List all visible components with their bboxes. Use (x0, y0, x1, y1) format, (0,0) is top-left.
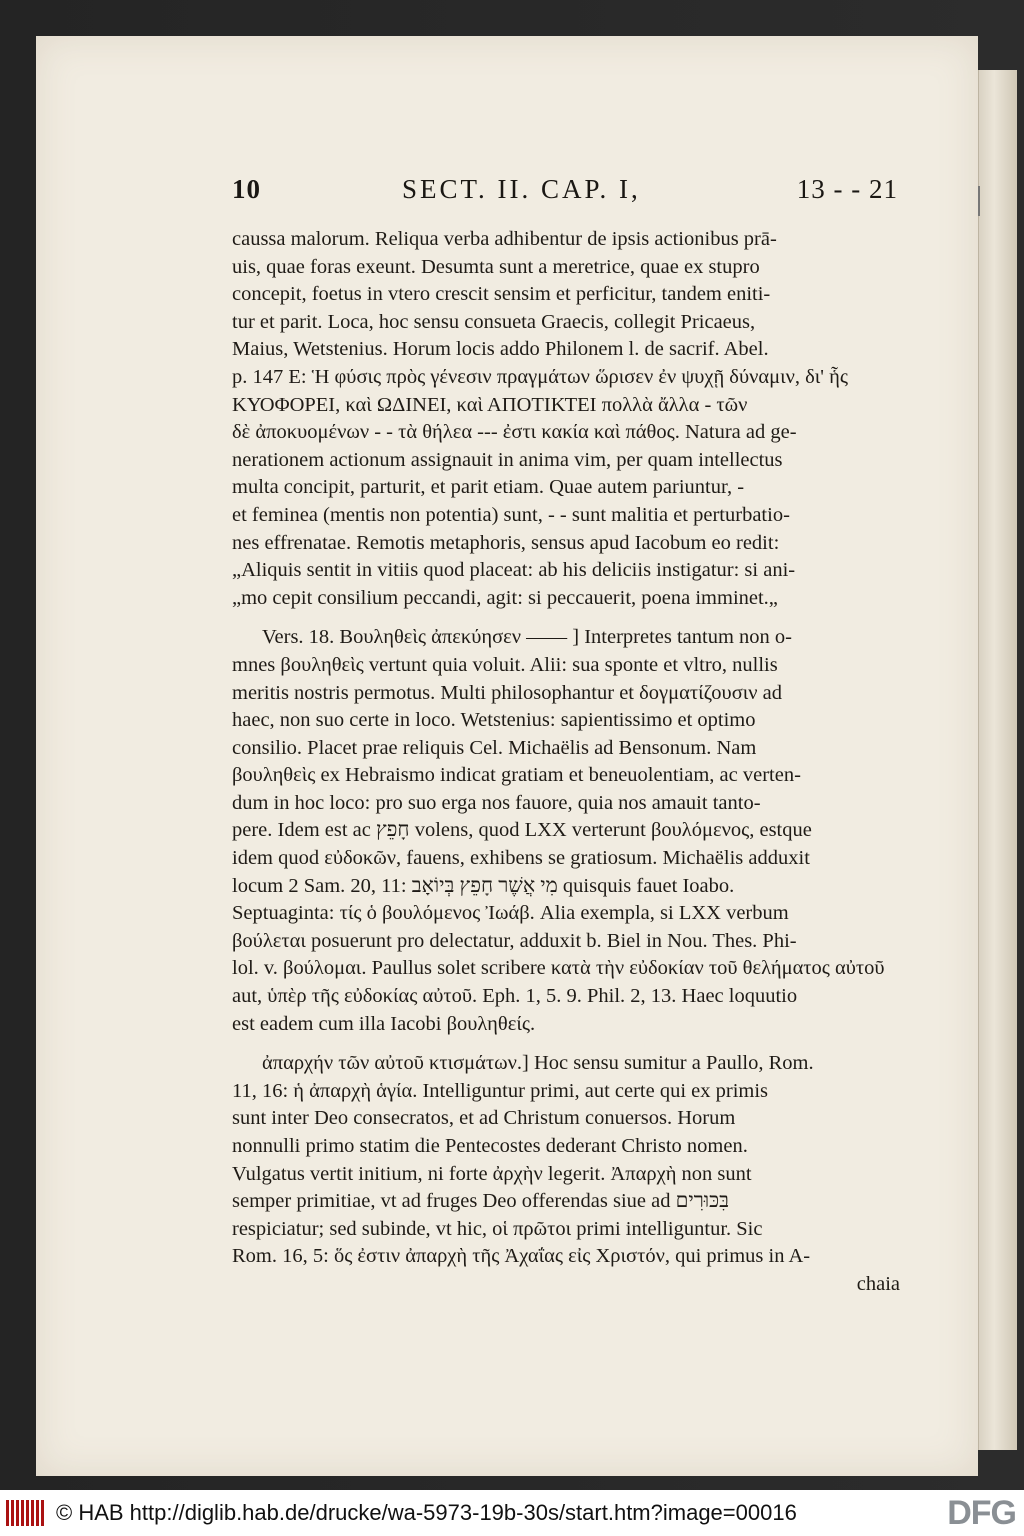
text-line: βουληθεὶς ex Hebraismo indicat gratiam et beneuolentiam, ac verten- (232, 764, 801, 787)
text-line: 11, 16: ἡ ἀπαρχὴ ἁγία. Intelliguntur primi, aut certe qui ex primis (232, 1079, 769, 1102)
text-line: sunt inter Deo consecratos, et ad Christum conuersos. Horum (232, 1107, 736, 1130)
text-line: concepit, foetus in vtero crescit sensim et perficitur, tandem eniti- (232, 283, 771, 306)
text-line: dum in hoc loco: pro suo erga nos fauore, quia nos amauit tanto- (232, 791, 761, 814)
text-line: lol. v. βούλομαι. Paullus solet scribere κατὰ τὴν εὐδοκίαν τοῦ θελήματος αὐτοῦ (232, 957, 885, 980)
text-line: δὲ ἀποκυομένων - - τὰ θήλεα --- ἐστι κακία καὶ πάθος. Natura ad ge- (232, 421, 797, 444)
page-text (232, 226, 900, 1299)
text-line: Maius, Wetstenius. Horum locis addo Philonem l. de sacrif. Abel. (232, 338, 769, 361)
dfg-logo: DFG (947, 1494, 1016, 1532)
text-line: et feminea (mentis non potentia) sunt, - - sunt malitia et perturbatio- (232, 503, 790, 526)
text-line: Vers. 18. Βουληθεὶς ἀπεκύησεν ―― ] Interpretes tantum non o- (262, 626, 792, 649)
barcode-icon (6, 1500, 46, 1526)
text-line: βούλεται posuerunt pro delectatur, adduxit b. Biel in Nou. Thes. Phi- (232, 929, 797, 952)
text-line: multa concipit, parturit, et parit etiam. Quae autem pariuntur, - (232, 476, 745, 499)
text-line: semper primitiae, vt ad fruges Deo offerendas siue ad בִּכּוּרִים (232, 1190, 730, 1213)
text-line: respiciatur; sed subinde, vt hic, οἱ πρῶτοι primi intelliguntur. Sic (232, 1217, 763, 1240)
text-line: „mo cepit consilium peccandi, agit: si peccauerit, poena imminet.„ (232, 586, 778, 609)
page-number: 10 (232, 174, 261, 204)
text-line: nes effrenatae. Remotis metaphoris, sensus apud Iacobum eo redit: (232, 531, 780, 554)
text-line: locum 2 Sam. 20, 11: מִי אֲשֶׁר חָפֵץ בְּיוֹאָב quisquis fauet Ioabo. (232, 874, 735, 897)
catchword: chaia (856, 1272, 900, 1295)
text-line: aut, ὑπὲρ τῆς εὐδοκίας αὐτοῦ. Eph. 1, 5. 9. Phil. 2, 13. Haec loquutio (232, 985, 798, 1008)
text-line: nerationem actionum assignauit in anima vim, per quam intellectus (232, 448, 783, 471)
text-line: caussa malorum. Reliqua verba adhibentur de ipsis actionibus prā- (232, 228, 777, 250)
text-line: Septuaginta: τίς ὁ βουλόμενος Ἰωάβ. Alia exempla, si LXX verbum (232, 902, 789, 925)
text-line: Rom. 16, 5: ὅς ἐστιν ἀπαρχὴ τῆς Ἀχαΐας εἰς Χριστόν, qui primus in A- (232, 1245, 811, 1268)
text-line: ΚΥΟΦΟΡΕΙ, καὶ ΩΔΙΝΕΙ, καὶ ΑΠΟΤΙΚΤΕΙ πολλὰ ἄλλα - τῶν (232, 393, 748, 416)
header-range: 13 - - 21 (796, 174, 898, 204)
text-line: p. 147 E: Ἡ φύσις πρὸς γένεσιν πραγμάτων ὥρισεν ἐν ψυχῇ δύναμιν, δι' ἧς (232, 365, 848, 388)
text-line: est eadem cum illa Iacobi βουληθείς. (232, 1012, 536, 1035)
copyright-link[interactable]: © HAB http://diglib.hab.de/drucke/wa-5973-19b-30s/start.htm?image=00016 (56, 1500, 797, 1525)
text-line: mnes βουληθεὶς vertunt quia voluit. Alii: sua sponte et vltro, nullis (232, 653, 778, 676)
text-line: nonnulli primo statim die Pentecostes dederant Christo nomen. (232, 1135, 748, 1157)
binding-mark (978, 186, 980, 216)
header-title: SECT. II. CAP. I, (402, 174, 641, 204)
text-line: uis, quae foras exeunt. Desumta sunt a meretrice, quae ex stupro (232, 255, 760, 278)
text-line: ἀπαρχήν τῶν αὐτοῦ κτισμάτων.] Hoc sensu sumitur a Paullo, Rom. (262, 1052, 814, 1075)
running-header (232, 174, 898, 210)
text-line: haec, non suo certe in loco. Wetstenius: sapientissimo et optimo (232, 709, 756, 732)
text-line: pere. Idem est ac חָפֵץ volens, quod LXX verterunt βουλόμενος, estque (232, 819, 812, 842)
page-edge (978, 70, 1017, 1450)
text-line: Vulgatus vertit initium, ni forte ἀρχὴν legerit. Ἀπαρχὴ non sunt (232, 1162, 752, 1185)
viewer-footer (0, 1490, 1024, 1536)
text-line: idem quod εὐδοκῶν, fauens, exhibens se gratiosum. Michaëlis adduxit (232, 847, 810, 870)
text-line: consilio. Placet prae reliquis Cel. Michaëlis ad Bensonum. Nam (232, 736, 757, 759)
text-line: tur et parit. Loca, hoc sensu consueta Graecis, collegit Pricaeus, (232, 310, 756, 333)
text-line: „Aliquis sentit in vitiis quod placeat: ab his deliciis instigatur: si ani- (232, 559, 796, 582)
text-line: meritis nostris permotus. Multi philosophantur et δογματίζουσιν ad (232, 681, 783, 704)
